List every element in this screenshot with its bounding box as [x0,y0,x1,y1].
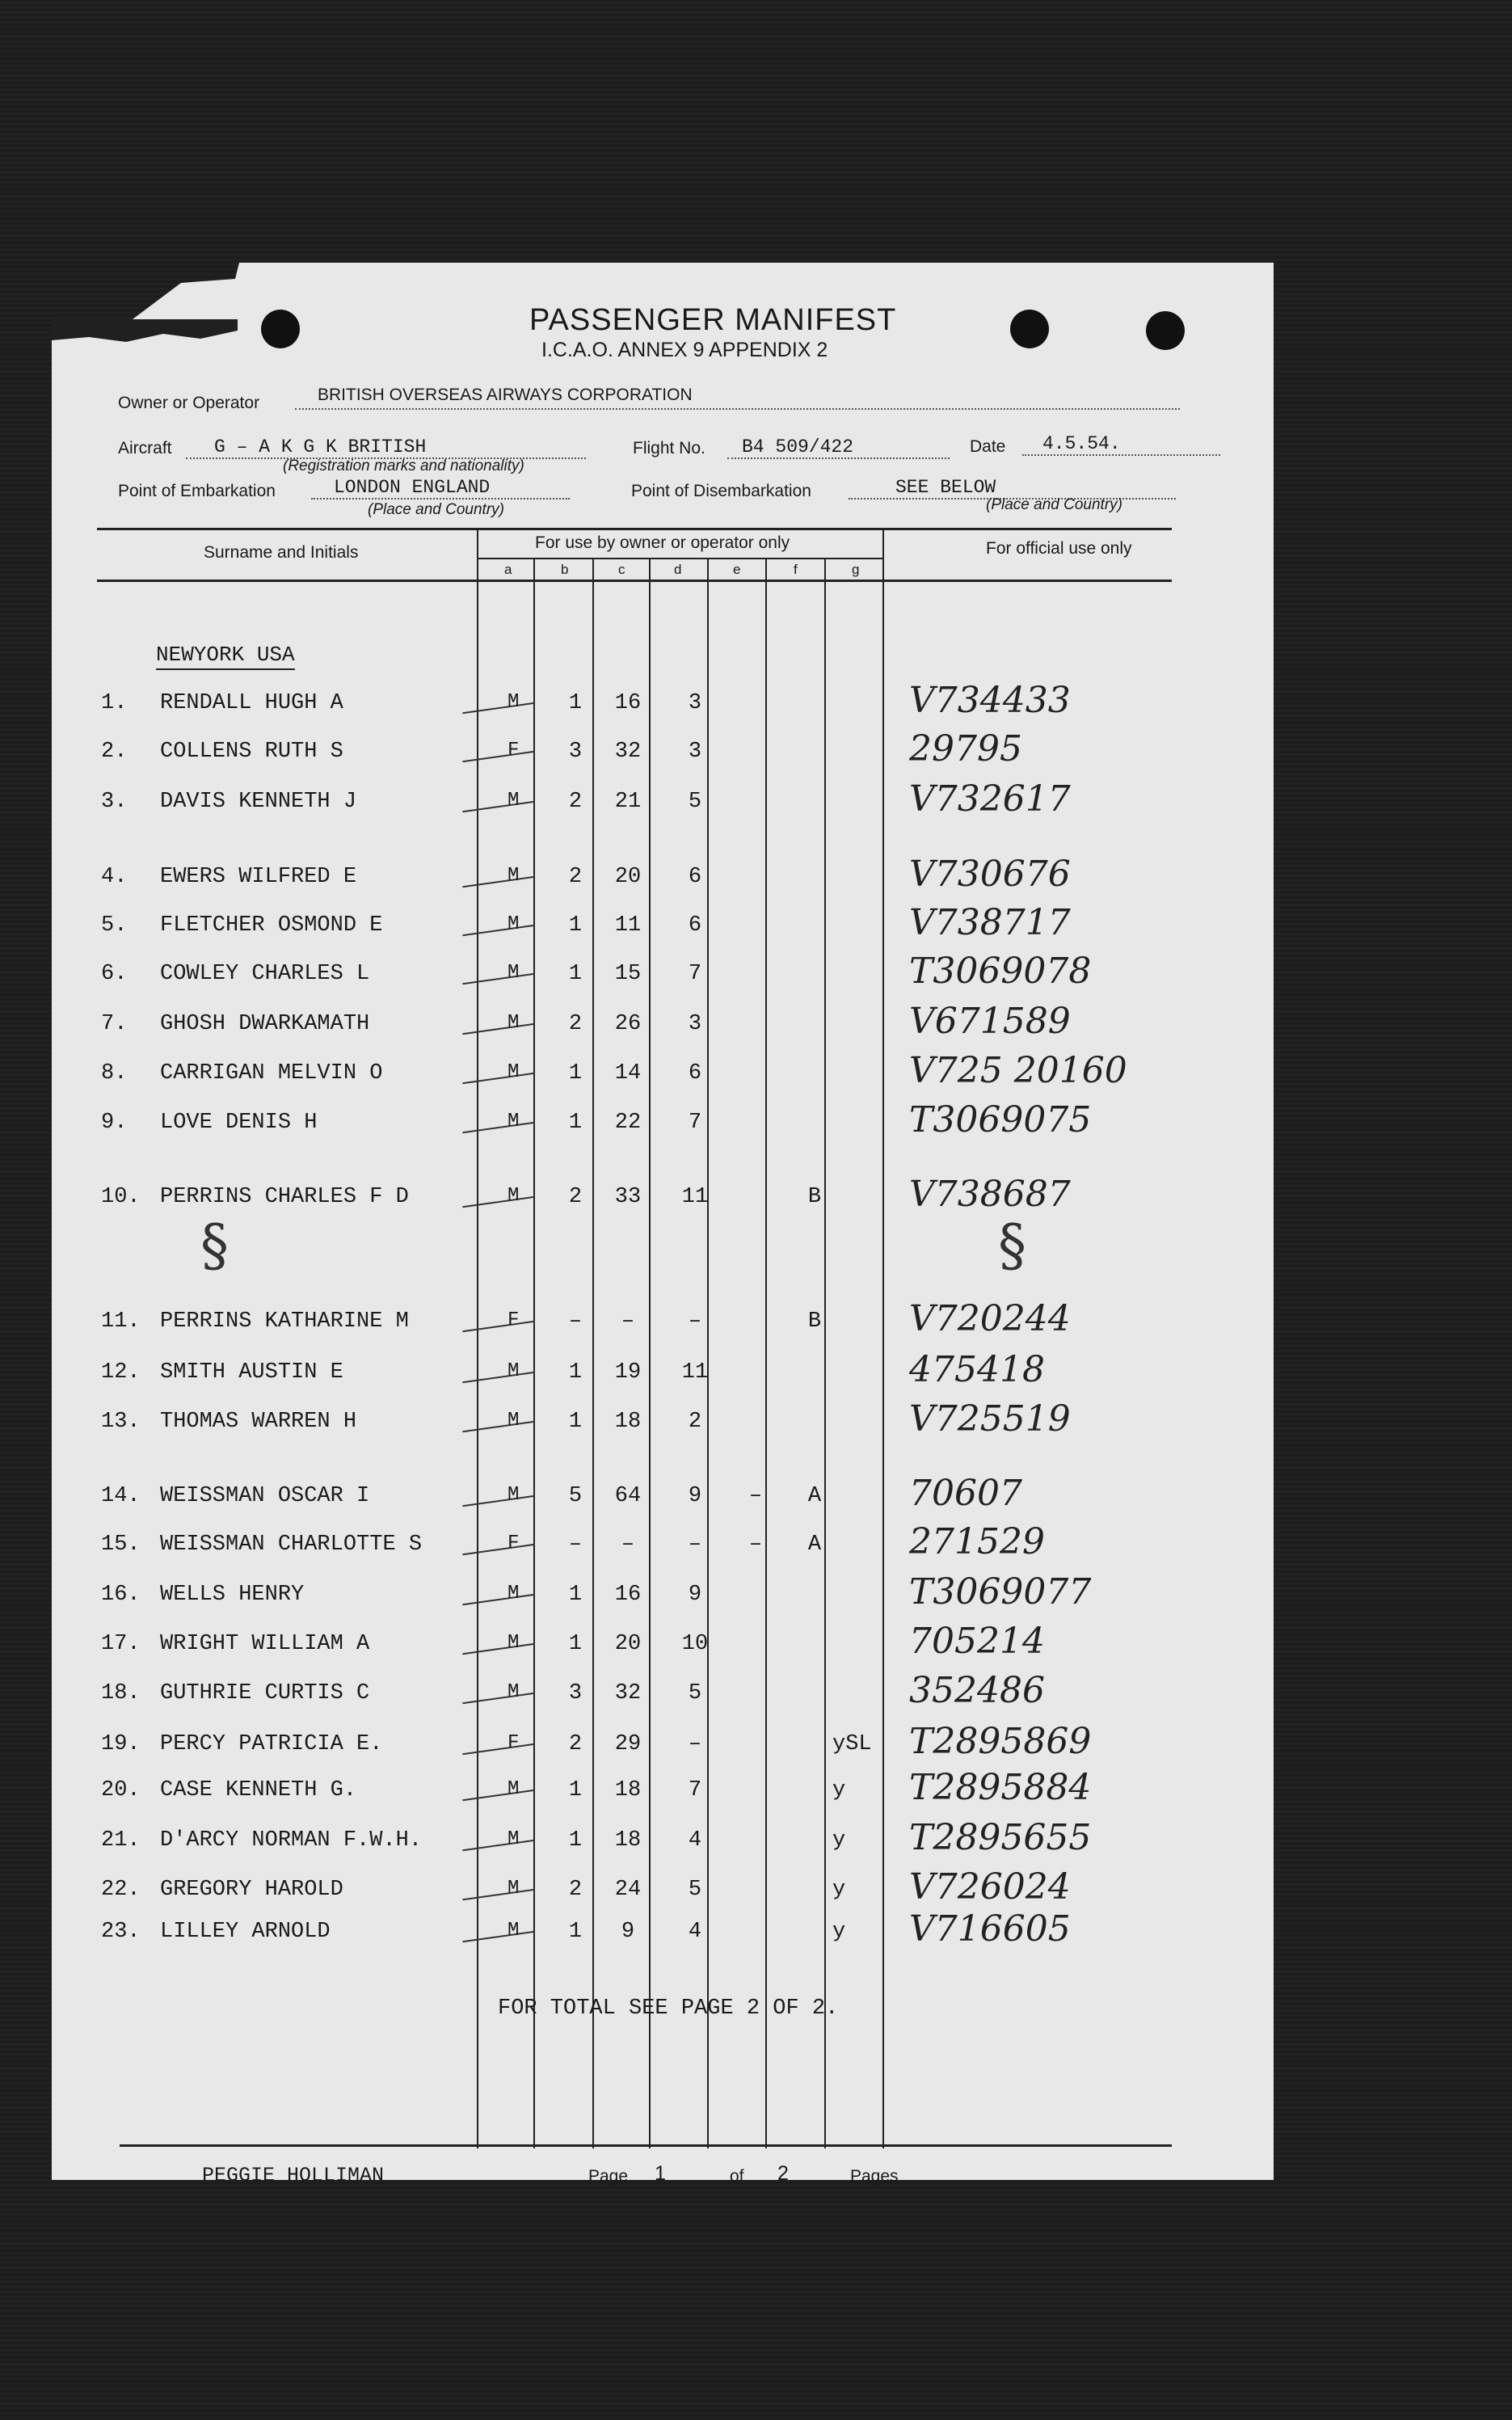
col-b-value: 1 [568,1632,583,1656]
col-b-value: – [568,1309,583,1334]
row-number: 5. [101,913,128,938]
sex-code: M [508,1410,520,1431]
row-number: 9. [101,1111,128,1135]
section-title: NEWYORK USA [156,643,295,670]
col-c-value: 22 [614,1111,642,1135]
official-number: V726024 [909,1866,1071,1908]
punch-hole [261,310,300,348]
official-number: V730676 [909,854,1071,895]
sex-strike-mark [462,702,534,715]
col-d-value: – [688,1309,702,1334]
table-row [0,728,1512,772]
page-value: 1 [655,2162,666,2185]
sex-strike-mark [462,1544,534,1556]
row-number: 15. [101,1533,141,1557]
col-letter-f: f [794,562,798,577]
date-value: 4.5.54. [1042,433,1121,454]
col-c-value: 29 [614,1732,642,1756]
passenger-name: PERCY PATRICIA E. [160,1732,383,1756]
col-letter-b: b [561,562,569,577]
col-c-value: 18 [614,1828,642,1853]
col-e-value: – [748,1484,763,1508]
col-c-value: 18 [614,1410,642,1434]
official-number: 475418 [909,1349,1045,1390]
sex-strike-mark [462,1421,534,1433]
sex-code: M [508,962,520,984]
table-row [0,902,1512,946]
col-c-value: 20 [614,865,642,889]
table-row [0,1767,1512,1811]
col-c-value: 16 [614,691,642,715]
embark-value: LONDON ENGLAND [334,477,491,498]
table-row [0,1670,1512,1714]
official-number: 352486 [909,1670,1045,1711]
col-d-value: 2 [688,1410,702,1434]
col-b-value: 2 [568,865,583,889]
col-d-value: 10 [681,1632,709,1656]
col-official-header: For official use only [986,539,1132,558]
sex-strike-mark [462,1594,534,1606]
official-number: V716605 [909,1908,1071,1950]
passenger-name: WELLS HENRY [160,1583,305,1607]
col-b-value: 1 [568,1410,583,1434]
col-letter-a: a [504,562,512,577]
sex-code: F [508,740,520,761]
row-number: 6. [101,962,128,986]
row-number: 14. [101,1484,141,1508]
col-e-value: – [748,1533,763,1557]
col-c-value: 32 [614,1681,642,1705]
sex-strike-mark [462,1643,534,1655]
sex-code: M [508,1828,520,1850]
disembark-label: Point of Disembarkation [631,482,811,500]
col-g-value: y [832,1920,846,1944]
row-number: 7. [101,1012,128,1036]
col-g-value: y [832,1878,846,1902]
col-b-value: 2 [568,1878,583,1902]
official-number: V720244 [909,1298,1071,1339]
pages-label: Pages [850,2167,899,2186]
row-number: 23. [101,1920,141,1944]
sex-strike-mark [462,1840,534,1852]
col-c-value: 18 [614,1778,642,1802]
col-d-value: 3 [688,740,702,764]
official-number: V725 20160 [909,1050,1127,1091]
passenger-name: GHOSH DWARKAMATH [160,1012,370,1036]
row-number: 16. [101,1583,141,1607]
row-number: 13. [101,1410,141,1434]
row-number: 10. [101,1185,141,1209]
flight-dotted-line [727,457,950,459]
of-label: of [730,2167,744,2186]
passenger-name: PERRINS CHARLES F D [160,1185,409,1209]
table-row [0,1298,1512,1342]
col-b-value: 2 [568,1732,583,1756]
official-number: V738687 [909,1174,1071,1215]
col-d-value: 6 [688,865,702,889]
table-row [0,1099,1512,1143]
col-f-value: B [807,1185,822,1209]
official-number: V734433 [909,680,1071,721]
sex-code: F [508,1309,520,1331]
sex-strike-mark [462,1743,534,1756]
sex-strike-mark [462,973,534,985]
sex-code: M [508,1778,520,1800]
col-d-value: – [688,1732,702,1756]
table-row [0,1349,1512,1393]
official-number: T2895655 [909,1817,1092,1858]
embark-note: (Place and Country) [368,501,504,518]
col-c-value: 19 [614,1360,642,1385]
passenger-name: CARRIGAN MELVIN O [160,1061,383,1086]
official-number: 70607 [909,1473,1022,1514]
table-bottom-rule [120,2144,1172,2147]
sex-strike-mark [462,1023,534,1035]
aircraft-label: Aircraft [118,439,172,457]
sex-code: M [508,1632,520,1654]
col-surname-header: Surname and Initials [204,543,359,562]
row-number: 20. [101,1778,141,1802]
col-letter-g: g [852,562,860,577]
disembark-value: SEE BELOW [895,477,996,498]
sex-strike-mark [462,1122,534,1134]
disembark-note: (Place and Country) [986,496,1122,513]
total-footnote: FOR TOTAL SEE PAGE 2 OF 2. [498,1996,839,2021]
table-row [0,1571,1512,1615]
table-row [0,1050,1512,1094]
sex-code: M [508,1185,520,1207]
col-c-value: 32 [614,740,642,764]
passenger-name: COLLENS RUTH S [160,740,343,764]
col-letter-c: c [618,562,625,577]
flight-label: Flight No. [633,439,705,457]
col-d-value: 6 [688,913,702,938]
col-d-value: 11 [681,1360,709,1385]
col-d-value: 11 [681,1185,709,1209]
passenger-name: EWERS WILFRED E [160,865,357,889]
embark-label: Point of Embarkation [118,482,276,500]
table-row [0,854,1512,897]
col-d-value: 7 [688,962,702,986]
col-b-value: 3 [568,1681,583,1705]
col-b-value: 1 [568,962,583,986]
col-b-value: 1 [568,1920,583,1944]
table-row [0,951,1512,994]
sex-code: M [508,790,520,812]
passenger-name: FLETCHER OSMOND E [160,913,383,938]
official-number: 29795 [909,728,1022,769]
col-letter-d: d [674,562,682,577]
passenger-name: COWLEY CHARLES L [160,962,370,986]
col-d-value: 4 [688,1828,702,1853]
row-number: 4. [101,865,128,889]
passenger-name: PERRINS KATHARINE M [160,1309,409,1334]
row-number: 21. [101,1828,141,1853]
col-c-value: 33 [614,1185,642,1209]
row-number: 17. [101,1632,141,1656]
passenger-name: WRIGHT WILLIAM A [160,1632,370,1656]
sex-code: M [508,1061,520,1083]
col-d-value: 5 [688,1681,702,1705]
official-number: T2895884 [909,1767,1092,1808]
table-row [0,1866,1512,1910]
official-number: 705214 [909,1621,1045,1662]
official-number: V725519 [909,1398,1071,1440]
sex-code: M [508,1111,520,1132]
col-b-value: 2 [568,1185,583,1209]
table-row [0,1521,1512,1565]
col-b-value: 2 [568,790,583,814]
sex-strike-mark [462,751,534,763]
passenger-name: WEISSMAN CHARLOTTE S [160,1533,423,1557]
passenger-name: LOVE DENIS H [160,1111,318,1135]
passenger-name: LILLEY ARNOLD [160,1920,331,1944]
sex-code: M [508,865,520,887]
sex-strike-mark [462,1790,534,1802]
sex-code: F [508,1533,520,1554]
sex-code: M [508,1920,520,1941]
col-c-value: 15 [614,962,642,986]
table-row [0,680,1512,723]
col-c-value: 14 [614,1061,642,1086]
embark-dotted-line [311,498,570,500]
col-c-value: 64 [614,1484,642,1508]
sex-strike-mark [462,1321,534,1333]
col-d-value: 9 [688,1583,702,1607]
sex-strike-mark [462,801,534,813]
passenger-name: GUTHRIE CURTIS C [160,1681,370,1705]
table-top-rule [97,528,1172,530]
row-number: 8. [101,1061,128,1086]
official-number: T3069075 [909,1099,1092,1140]
sex-code: M [508,1360,520,1382]
col-b-value: 3 [568,740,583,764]
col-c-value: 16 [614,1583,642,1607]
table-row [0,1001,1512,1044]
col-c-value: 21 [614,790,642,814]
official-number: T2895869 [909,1721,1092,1762]
page-label: Page [588,2167,629,2186]
official-number: T3069078 [909,951,1092,992]
col-b-value: 1 [568,1828,583,1853]
table-row [0,1621,1512,1664]
table-row [0,778,1512,822]
table-row [0,1473,1512,1516]
col-b-value: – [568,1533,583,1557]
col-f-value: A [807,1484,822,1508]
passenger-name: GREGORY HAROLD [160,1878,343,1902]
sex-strike-mark [462,1931,534,1943]
col-c-value: 11 [614,913,642,938]
official-number: V738717 [909,902,1071,943]
date-label: Date [970,437,1006,456]
col-b-value: 5 [568,1484,583,1508]
row-number: 18. [101,1681,141,1705]
col-c-value: 20 [614,1632,642,1656]
table-row [0,1398,1512,1442]
col-d-value: 3 [688,691,702,715]
sex-code: M [508,1484,520,1506]
sex-strike-mark [462,1372,534,1384]
table-row [0,1908,1512,1952]
col-c-value: 26 [614,1012,642,1036]
sex-strike-mark [462,1693,534,1705]
passenger-name: CASE KENNETH G. [160,1778,357,1802]
sex-code: M [508,1012,520,1034]
sex-strike-mark [462,1889,534,1901]
manifest-subtitle: I.C.A.O. ANNEX 9 APPENDIX 2 [541,339,828,361]
passenger-name: DAVIS KENNETH J [160,790,357,814]
sex-code: M [508,691,520,713]
table-row [0,1721,1512,1764]
row-number: 2. [101,740,128,764]
row-number: 22. [101,1878,141,1902]
col-b-value: 1 [568,691,583,715]
official-number: V671589 [909,1001,1071,1042]
col-owner-use-header: For use by owner or operator only [535,533,790,552]
owner-use-rule [477,558,882,559]
owner-value: BRITISH OVERSEAS AIRWAYS CORPORATION [318,386,693,404]
signature: PEGGIE HOLLIMAN [202,2164,385,2187]
col-f-value: B [807,1309,822,1334]
aircraft-value: G – A K G K BRITISH [214,436,427,457]
col-b-value: 2 [568,1012,583,1036]
flight-value: B4 509/422 [742,436,854,457]
sex-code: M [508,1878,520,1899]
col-c-value: – [621,1533,635,1557]
row-number: 12. [101,1360,141,1385]
punch-hole [1010,310,1049,348]
aircraft-note: (Registration marks and nationality) [283,457,524,474]
sex-strike-mark [462,1495,534,1507]
col-g-value: y [832,1778,846,1802]
punch-hole [1146,311,1185,350]
col-c-value: 24 [614,1878,642,1902]
col-d-value: 6 [688,1061,702,1086]
col-b-value: 1 [568,913,583,938]
owner-dotted-line [295,408,1180,410]
col-c-value: – [621,1309,635,1334]
passenger-name: D'ARCY NORMAN F.W.H. [160,1828,423,1853]
col-d-value: 7 [688,1111,702,1135]
official-number: 271529 [909,1521,1045,1562]
manifest-title: PASSENGER MANIFEST [529,303,897,337]
col-f-value: A [807,1533,822,1557]
table-row [0,1817,1512,1861]
col-c-value: 9 [621,1920,635,1944]
sex-code: F [508,1732,520,1754]
sex-strike-mark [462,876,534,888]
col-letter-e: e [733,562,741,577]
row-number: 3. [101,790,128,814]
official-number: V732617 [909,778,1071,820]
sex-strike-mark [462,925,534,937]
ditto-mark: § [998,1212,1026,1279]
col-d-value: 9 [688,1484,702,1508]
date-dotted-line [1022,454,1220,456]
sex-code: M [508,1583,520,1604]
sex-strike-mark [462,1073,534,1085]
col-b-value: 1 [568,1778,583,1802]
table-header-rule [97,580,1172,582]
ditto-mark: § [200,1212,229,1279]
col-d-value: 5 [688,1878,702,1902]
sex-strike-mark [462,1196,534,1208]
official-number: T3069077 [909,1571,1092,1613]
row-number: 19. [101,1732,141,1756]
col-d-value: 4 [688,1920,702,1944]
sex-code: M [508,1681,520,1703]
passenger-name: WEISSMAN OSCAR I [160,1484,370,1508]
col-d-value: – [688,1533,702,1557]
col-b-value: 1 [568,1061,583,1086]
passenger-name: RENDALL HUGH A [160,691,343,715]
col-b-value: 1 [568,1583,583,1607]
row-number: 1. [101,691,128,715]
col-b-value: 1 [568,1111,583,1135]
passenger-name: SMITH AUSTIN E [160,1360,343,1385]
owner-label: Owner or Operator [118,394,260,412]
col-d-value: 5 [688,790,702,814]
col-g-value: ySL [832,1732,872,1756]
col-b-value: 1 [568,1360,583,1385]
col-g-value: y [832,1828,846,1853]
sex-code: M [508,913,520,935]
col-d-value: 3 [688,1012,702,1036]
col-d-value: 7 [688,1778,702,1802]
row-number: 11. [101,1309,141,1334]
of-value: 2 [777,2162,789,2185]
passenger-name: THOMAS WARREN H [160,1410,357,1434]
